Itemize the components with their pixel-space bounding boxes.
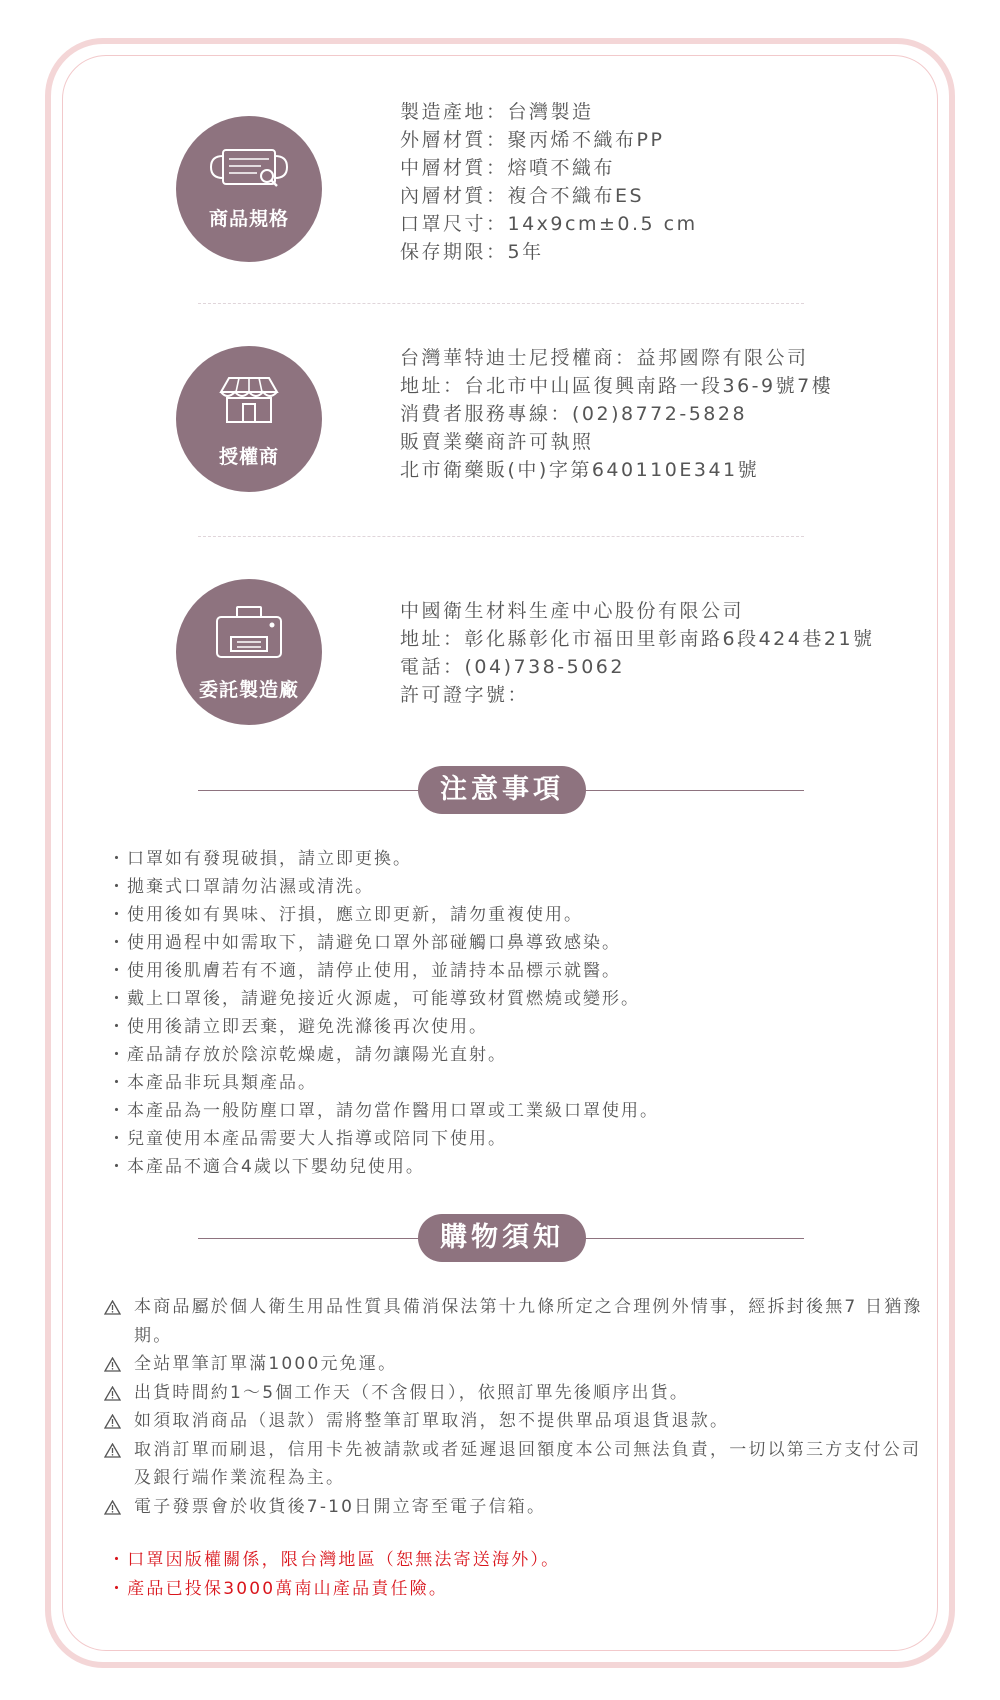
shopping-item xyxy=(104,1407,924,1436)
storefront-icon xyxy=(199,370,299,430)
warning-icon xyxy=(104,1443,121,1458)
notice-item: ・戴上口罩後，請避免接近火源處，可能導致材質燃燒或變形。 xyxy=(108,989,640,1009)
shopping-item xyxy=(104,1293,924,1350)
notice-item: ・兒童使用本產品需要大人指導或陪同下使用。 xyxy=(108,1129,507,1149)
licensor-line: 台灣華特迪士尼授權商：益邦國際有限公司 xyxy=(400,347,809,369)
shopping-item-text: 取消訂單而刷退，信用卡先被請款或者延遲退回額度本公司無法負責，一切以第三方支付公司及銀行端作業流程為主。 xyxy=(134,1439,922,1488)
manufacturer-badge xyxy=(176,579,322,725)
divider xyxy=(198,303,804,304)
printer-machine-icon xyxy=(199,603,299,663)
spec-line: 內層材質：複合不織布ES xyxy=(400,185,645,207)
licensor-line: 消費者服務專線：(02)8772-5828 xyxy=(400,403,748,425)
shopping-heading: 購物須知 xyxy=(418,1214,586,1262)
notice-item: ・本產品不適合4歲以下嬰幼兒使用。 xyxy=(108,1157,425,1177)
spec-badge xyxy=(176,116,322,262)
licensor-line: 販賣業藥商許可執照 xyxy=(400,431,594,453)
notices-list xyxy=(108,845,659,1181)
shopping-item xyxy=(104,1436,924,1493)
manufacturer-info xyxy=(400,597,875,709)
notice-item: ・拋棄式口罩請勿沾濕或清洗。 xyxy=(108,877,374,897)
mask-inspect-icon xyxy=(199,140,299,200)
manufacturer-line: 中國衛生材料生產中心股份有限公司 xyxy=(400,600,745,622)
shopping-item-text: 全站單筆訂單滿1000元免運。 xyxy=(134,1354,398,1374)
red-note: ・產品已投保3000萬南山產品責任險。 xyxy=(108,1579,449,1599)
manufacturer-line: 地址：彰化縣彰化市福田里彰南路6段424巷21號 xyxy=(400,628,875,650)
notice-item: ・產品請存放於陰涼乾燥處，請勿讓陽光直射。 xyxy=(108,1045,507,1065)
notice-item: ・本產品為一般防塵口罩，請勿當作醫用口罩或工業級口罩使用。 xyxy=(108,1101,659,1121)
licensor-line: 北市衛藥販(中)字第640110E341號 xyxy=(400,459,760,481)
licensor-info xyxy=(400,344,833,484)
spec-line: 外層材質：聚丙烯不織布PP xyxy=(400,129,665,151)
shopping-item xyxy=(104,1379,924,1408)
notices-heading: 注意事項 xyxy=(418,766,586,814)
spec-info xyxy=(400,98,698,266)
licensor-badge xyxy=(176,346,322,492)
warning-icon xyxy=(104,1300,121,1315)
warning-icon xyxy=(104,1500,121,1515)
manufacturer-line: 許可證字號： xyxy=(400,684,530,706)
shopping-item xyxy=(104,1493,924,1522)
notice-item: ・使用後請立即丟棄，避免洗滌後再次使用。 xyxy=(108,1017,488,1037)
red-note: ・口罩因版權關係，限台灣地區（恕無法寄送海外）。 xyxy=(108,1550,561,1570)
shopping-item-text: 電子發票會於收貨後7-10日開立寄至電子信箱。 xyxy=(134,1496,547,1517)
spec-badge-label: 商品規格 xyxy=(208,208,289,230)
shopping-item-text: 本商品屬於個人衛生用品性質具備消保法第十九條所定之合理例外情事，經拆封後無7 日猶豫期。 xyxy=(134,1297,923,1346)
notice-item: ・使用後如有異味、汙損，應立即更新，請勿重複使用。 xyxy=(108,905,583,925)
licensor-line: 地址：台北市中山區復興南路一段36-9號7樓 xyxy=(400,375,834,397)
divider xyxy=(198,536,804,537)
warning-icon xyxy=(104,1386,121,1401)
notice-item: ・本產品非玩具類產品。 xyxy=(108,1073,317,1093)
licensor-badge-label: 授權商 xyxy=(218,446,279,468)
shopping-item-text: 如須取消商品（退款）需將整筆訂單取消，恕不提供單品項退貨退款。 xyxy=(134,1411,730,1431)
notice-item: ・使用後肌膚若有不適，請停止使用，並請持本品標示就醫。 xyxy=(108,961,621,981)
notice-item: ・口罩如有發現破損，請立即更換。 xyxy=(108,849,412,869)
manufacturer-badge-label: 委託製造廠 xyxy=(198,679,299,701)
spec-line: 製造產地：台灣製造 xyxy=(400,101,594,123)
shopping-list xyxy=(104,1293,924,1521)
spec-line: 保存期限：5年 xyxy=(400,241,544,263)
warning-icon xyxy=(104,1357,121,1372)
notice-item: ・使用過程中如需取下，請避免口罩外部碰觸口鼻導致感染。 xyxy=(108,933,621,953)
copyright-notes xyxy=(108,1546,560,1604)
spec-line: 中層材質：熔噴不織布 xyxy=(400,157,616,179)
manufacturer-line: 電話：(04)738-5062 xyxy=(400,656,625,678)
shopping-item xyxy=(104,1350,924,1379)
spec-line: 口罩尺寸：14x9cm±0.5 cm xyxy=(400,213,698,235)
warning-icon xyxy=(104,1414,121,1429)
shopping-item-text: 出貨時間約1～5個工作天（不含假日），依照訂單先後順序出貨。 xyxy=(134,1382,690,1403)
